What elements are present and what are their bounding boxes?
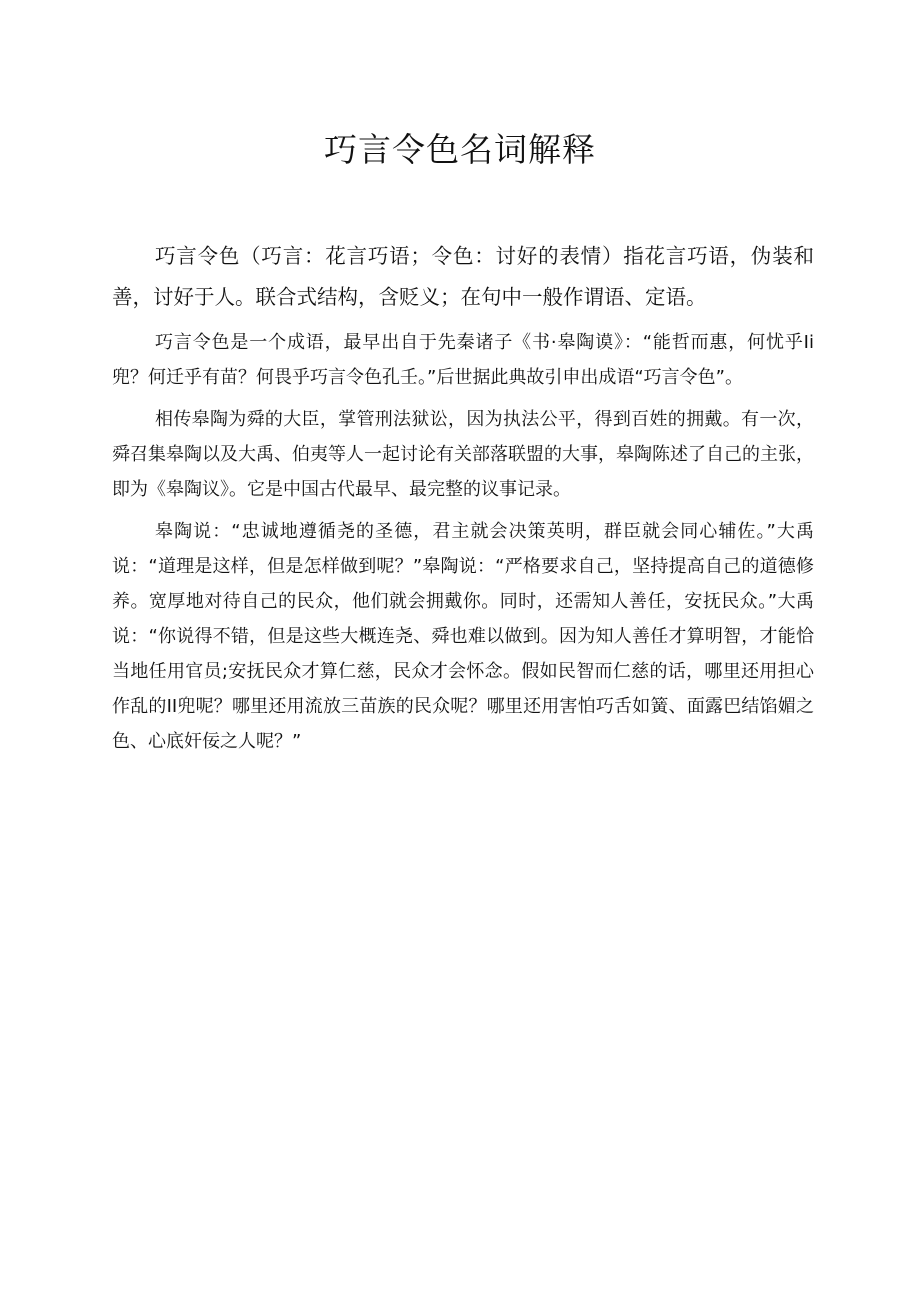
paragraph-origin: 巧言令色是一个成语，最早出自于先秦诸子《书·皋陶谟》：“能哲而惠，何忧乎Ii兜？何迁乎有苗？何畏乎巧言令色孔壬。”后世据此典故引申出成语“巧言令色”。 xyxy=(112,332,814,388)
paragraph-dialogue: 皋陶说：“忠诚地遵循尧的圣德，君主就会决策英明，群臣就会同心辅佐。”大禹说：“道理是这样，但是怎样做到呢？”皋陶说：“严格要求自己，坚持提高自己的道德修养。宽厚地对待自己的民众，他们就会拥戴你。同时，还需知人善任，安抚民众。”大禹说：“你说得不错，但是这些大概连尧、舜也难以做到。因为知人善任才算明智，才能恰当地任用官员;安抚民众才算仁慈，民众才会怀念。假如民智而仁慈的话，哪里还用担心作乱的II兜呢？哪里还用流放三苗族的民众呢？哪里还用害怕巧舌如簧、面露巴结馅媚之色、心底奸佞之人呢？” xyxy=(112,521,814,752)
document-title: 巧言令色名词解释 xyxy=(324,130,596,169)
paragraph-definition: 巧言令色（巧言：花言巧语；令色：讨好的表情）指花言巧语，伪装和善，讨好于人。联合式结构，含贬义；在句中一般作谓语、定语。 xyxy=(112,244,814,309)
document-body xyxy=(112,236,814,766)
paragraph-background: 相传皋陶为舜的大臣，掌管刑法狱讼，因为执法公平，得到百姓的拥戴。有一次，舜召集皋陶以及大禹、伯夷等人一起讨论有关部落联盟的大事，皋陶陈述了自己的主张，即为《皋陶议》。它是中国古代最早、最完整的议事记录。 xyxy=(112,409,814,500)
